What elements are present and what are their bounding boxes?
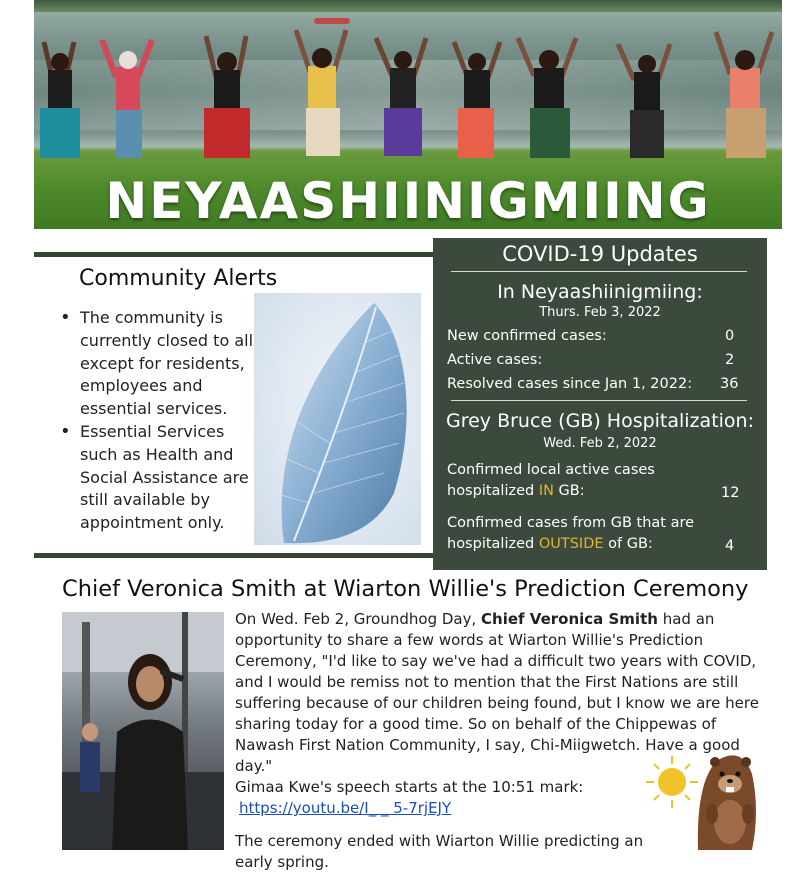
label-text: hospitalized — [447, 536, 539, 552]
gb-in-value: 12 — [721, 485, 740, 501]
banner-title: NEYAASHIINIGMIING — [105, 172, 711, 229]
dancer-figure — [618, 44, 670, 158]
resolved-cases-value: 36 — [720, 376, 739, 392]
list-item: • The community is currently closed to all except for residents, employees and essential services. — [58, 307, 258, 421]
article-paragraph: The ceremony ended with Wiarton Willie predicting an early spring. — [235, 832, 644, 871]
women-dancers-illustration — [34, 22, 782, 172]
gb-outside-value: 4 — [725, 538, 735, 554]
active-cases-label: Active cases: — [447, 352, 543, 368]
in-highlight: IN — [538, 483, 554, 499]
new-cases-value: 0 — [725, 328, 735, 344]
article-paragraph: Gimaa Kwe's speech starts at the 10:51 mark: — [235, 778, 584, 796]
feather-illustration — [254, 293, 421, 545]
article-text: had an opportunity to share a few words at Wiarton Willie's Prediction Ceremony, "I'd like to say we've had a difficult two years with COVID, and I would be remiss not to mention that the First Nations are still suffering because of our children being found, but I know we are here sharing today for a good time. So on behalf of the Chippewas of Nawash First Nation Community, I say, Chi-Miigwetch. Have a good day." — [235, 610, 759, 775]
bottom-divider — [34, 553, 434, 558]
dancer-figure — [376, 38, 426, 156]
dancer-figure — [518, 38, 576, 158]
outside-highlight: OUTSIDE — [538, 536, 604, 552]
list-item: • Essential Services such as Health and Social Assistance are still available by appointment only. — [58, 421, 258, 535]
dancer-figure — [204, 36, 250, 158]
dancer-figure — [40, 42, 80, 158]
label-line: Confirmed cases from GB that are — [447, 515, 695, 531]
shoreline — [34, 0, 782, 12]
alerts-list — [58, 307, 258, 535]
label-line: Confirmed local active cases — [447, 462, 655, 478]
dancer-figure — [716, 32, 772, 158]
feather-image — [254, 293, 421, 545]
groundhog-icon — [698, 755, 756, 850]
label-line — [447, 481, 655, 502]
resolved-cases-label: Resolved cases since Jan 1, 2022: — [447, 376, 693, 392]
new-cases-label: New confirmed cases: — [447, 328, 607, 344]
label-text: of GB: — [603, 536, 653, 552]
sun-icon — [646, 756, 698, 808]
local-date: Thurs. Feb 3, 2022 — [539, 305, 661, 320]
gb-outside-label — [447, 513, 694, 555]
divider — [451, 400, 747, 401]
dancer-figure — [454, 42, 500, 158]
gb-date: Wed. Feb 2, 2022 — [543, 436, 657, 451]
chief-name: Chief Veronica Smith — [481, 610, 658, 628]
gb-in-label — [447, 460, 655, 502]
chief-photo — [62, 612, 224, 850]
covid-updates-panel — [433, 238, 767, 570]
gb-heading: Grey Bruce (GB) Hospitalization: — [446, 410, 754, 432]
divider — [451, 271, 747, 272]
community-alerts-heading: Community Alerts — [79, 266, 278, 291]
covid-panel-title: COVID-19 Updates — [502, 242, 698, 266]
label-text: GB: — [553, 483, 585, 499]
article-text: On Wed. Feb 2, Groundhog Day, — [235, 610, 482, 628]
groundhog-sun-illustration — [638, 750, 758, 850]
label-line — [447, 534, 694, 555]
local-heading: In Neyaashiinigmiing: — [497, 281, 703, 303]
top-divider — [34, 252, 434, 257]
article-title: Chief Veronica Smith at Wiarton Willie's Prediction Ceremony — [62, 576, 749, 602]
speaker-illustration — [62, 612, 224, 850]
dancer-figure — [296, 30, 346, 156]
header-banner — [34, 0, 782, 229]
youtube-link[interactable]: https://youtu.be/I_ _ 5-7rjEJY — [239, 799, 452, 817]
dancer-figure — [102, 40, 152, 158]
label-text: hospitalized — [447, 483, 539, 499]
active-cases-value: 2 — [725, 352, 735, 368]
